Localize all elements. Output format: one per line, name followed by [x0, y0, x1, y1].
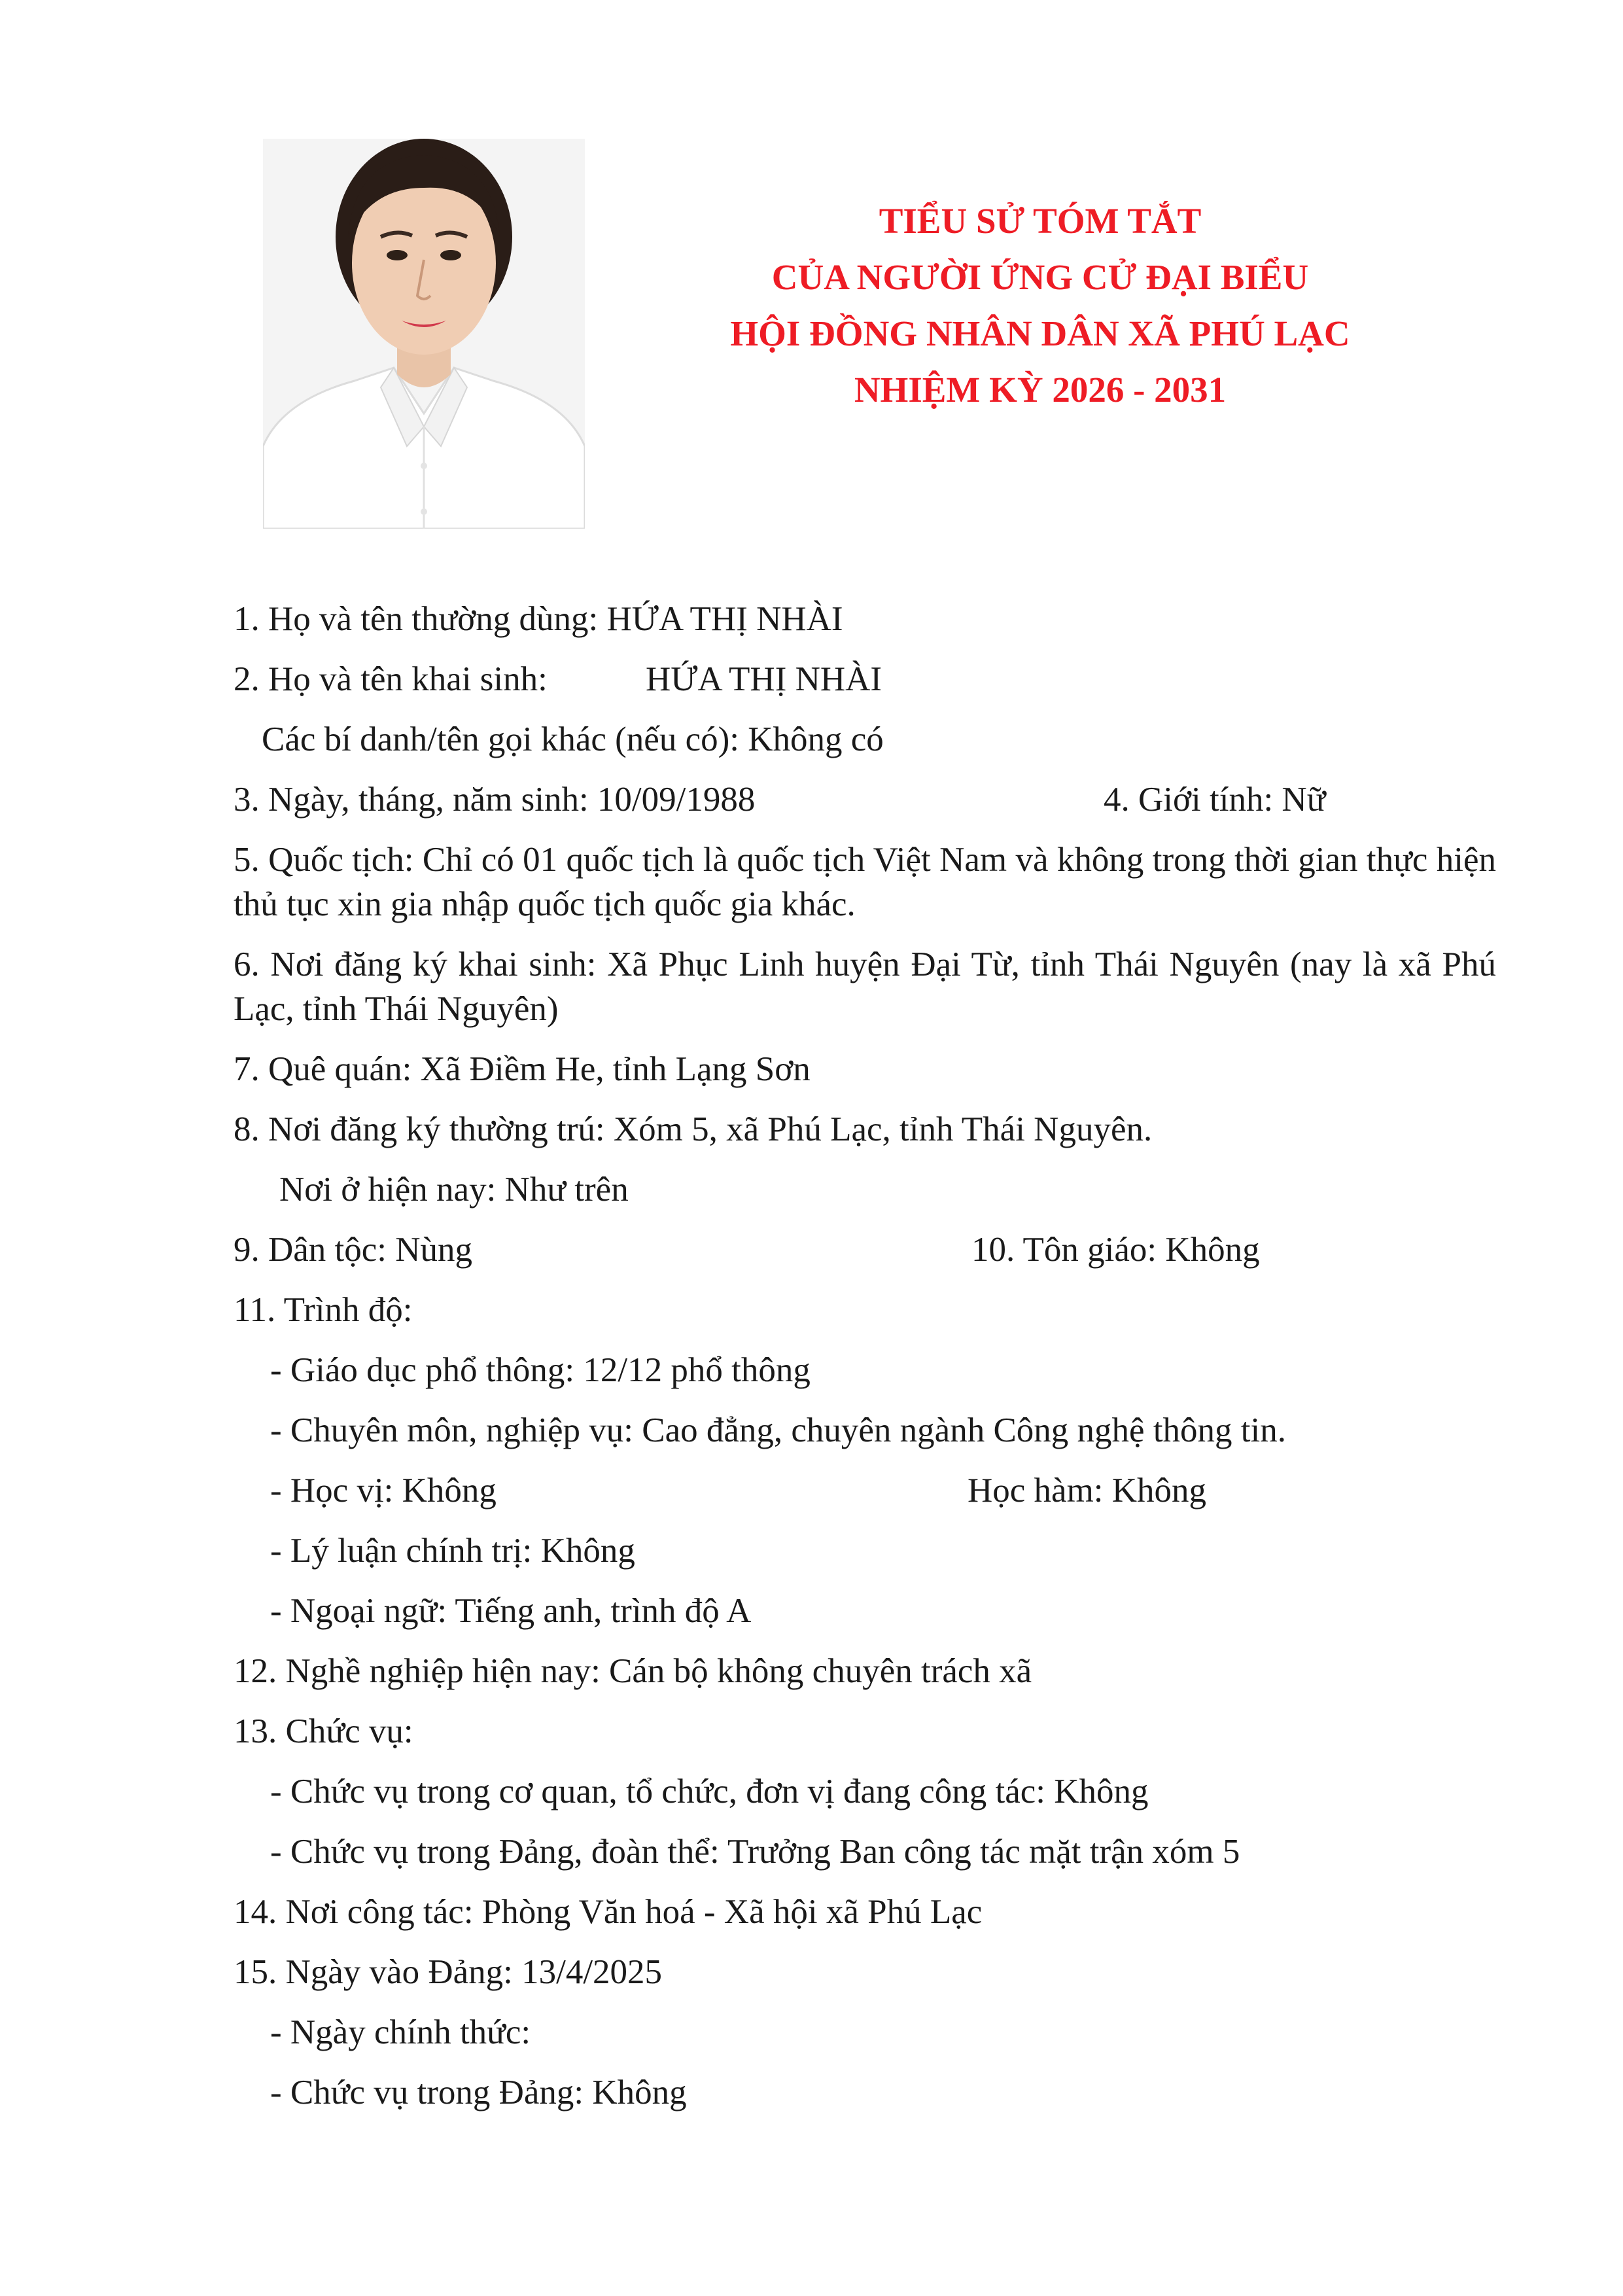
- item-8-current-residence: Nơi ở hiện nay: Như trên: [279, 1171, 629, 1209]
- item-4-gender: 4. Giới tính: Nữ: [1104, 781, 1326, 819]
- item-15-party-position: - Chức vụ trong Đảng: Không: [270, 2074, 687, 2111]
- item-2-alias: Các bí danh/tên gọi khác (nếu có): Không có: [262, 720, 884, 758]
- item-1-common-name: 1. Họ và tên thường dùng: HỨA THỊ NHÀI: [234, 600, 843, 638]
- item-9-ethnicity: 9. Dân tộc: Nùng: [234, 1231, 473, 1269]
- item-13-work-position: - Chức vụ trong cơ quan, tổ chức, đơn vị đang công tác: Không: [270, 1773, 1149, 1810]
- item-11-political-theory: - Lý luận chính trị: Không: [270, 1532, 635, 1570]
- item-2-label: 2. Họ và tên khai sinh:: [234, 660, 548, 698]
- item-7-hometown: 7. Quê quán: Xã Điềm He, tỉnh Lạng Sơn: [234, 1050, 811, 1088]
- item-11-foreign-language: - Ngoại ngữ: Tiếng anh, trình độ A: [270, 1592, 752, 1630]
- item-15-official-date: - Ngày chính thức:: [270, 2013, 531, 2051]
- title-line-2: CỦA NGƯỜI ỨNG CỬ ĐẠI BIỂU: [771, 257, 1309, 297]
- title-line-1: TIỂU SỬ TÓM TẮT: [879, 201, 1202, 241]
- item-11-general-education: - Giáo dục phổ thông: 12/12 phổ thông: [270, 1351, 811, 1389]
- item-2-value: HỨA THỊ NHÀI: [646, 660, 882, 698]
- item-11-degree: - Học vị: Không: [270, 1472, 497, 1510]
- portrait-photo: [263, 139, 585, 529]
- item-12-occupation: 12. Nghề nghiệp hiện nay: Cán bộ không chuyên trách xã: [234, 1652, 1032, 1690]
- item-11-academic-title: Học hàm: Không: [968, 1472, 1207, 1510]
- item-11-education: 11. Trình độ:: [234, 1291, 413, 1329]
- item-15-party-join-date: 15. Ngày vào Đảng: 13/4/2025: [234, 1953, 663, 1991]
- item-10-religion: 10. Tôn giáo: Không: [971, 1231, 1260, 1269]
- item-8-permanent-residence: 8. Nơi đăng ký thường trú: Xóm 5, xã Phú Lạc, tỉnh Thái Nguyên.: [234, 1110, 1153, 1148]
- title-line-4: NHIỆM KỲ 2026 - 2031: [854, 370, 1227, 410]
- item-11-specialization: - Chuyên môn, nghiệp vụ: Cao đẳng, chuyên ngành Công nghệ thông tin.: [270, 1411, 1286, 1449]
- document-title: [654, 193, 1426, 418]
- item-13-party-position: - Chức vụ trong Đảng, đoàn thể: Trưởng Ban công tác mặt trận xóm 5: [270, 1833, 1240, 1871]
- item-14-workplace: 14. Nơi công tác: Phòng Văn hoá - Xã hội xã Phú Lạc: [234, 1893, 983, 1931]
- item-6-birth-registration: 6. Nơi đăng ký khai sinh: Xã Phục Linh huyện Đại Từ, tỉnh Thái Nguyên (nay là xã Phú Lạc, tỉnh Thái Nguyên): [234, 945, 1496, 1028]
- item-13-positions: 13. Chức vụ:: [234, 1712, 413, 1750]
- title-line-3: HỘI ĐỒNG NHÂN DÂN XÃ PHÚ LẠC: [730, 313, 1350, 353]
- item-5-nationality: 5. Quốc tịch: Chỉ có 01 quốc tịch là quốc tịch Việt Nam và không trong thời gian thực hiện thủ tục xin gia nhập quốc tịch quốc gia khác.: [234, 841, 1496, 923]
- item-3-birth-date: 3. Ngày, tháng, năm sinh: 10/09/1988: [234, 781, 756, 819]
